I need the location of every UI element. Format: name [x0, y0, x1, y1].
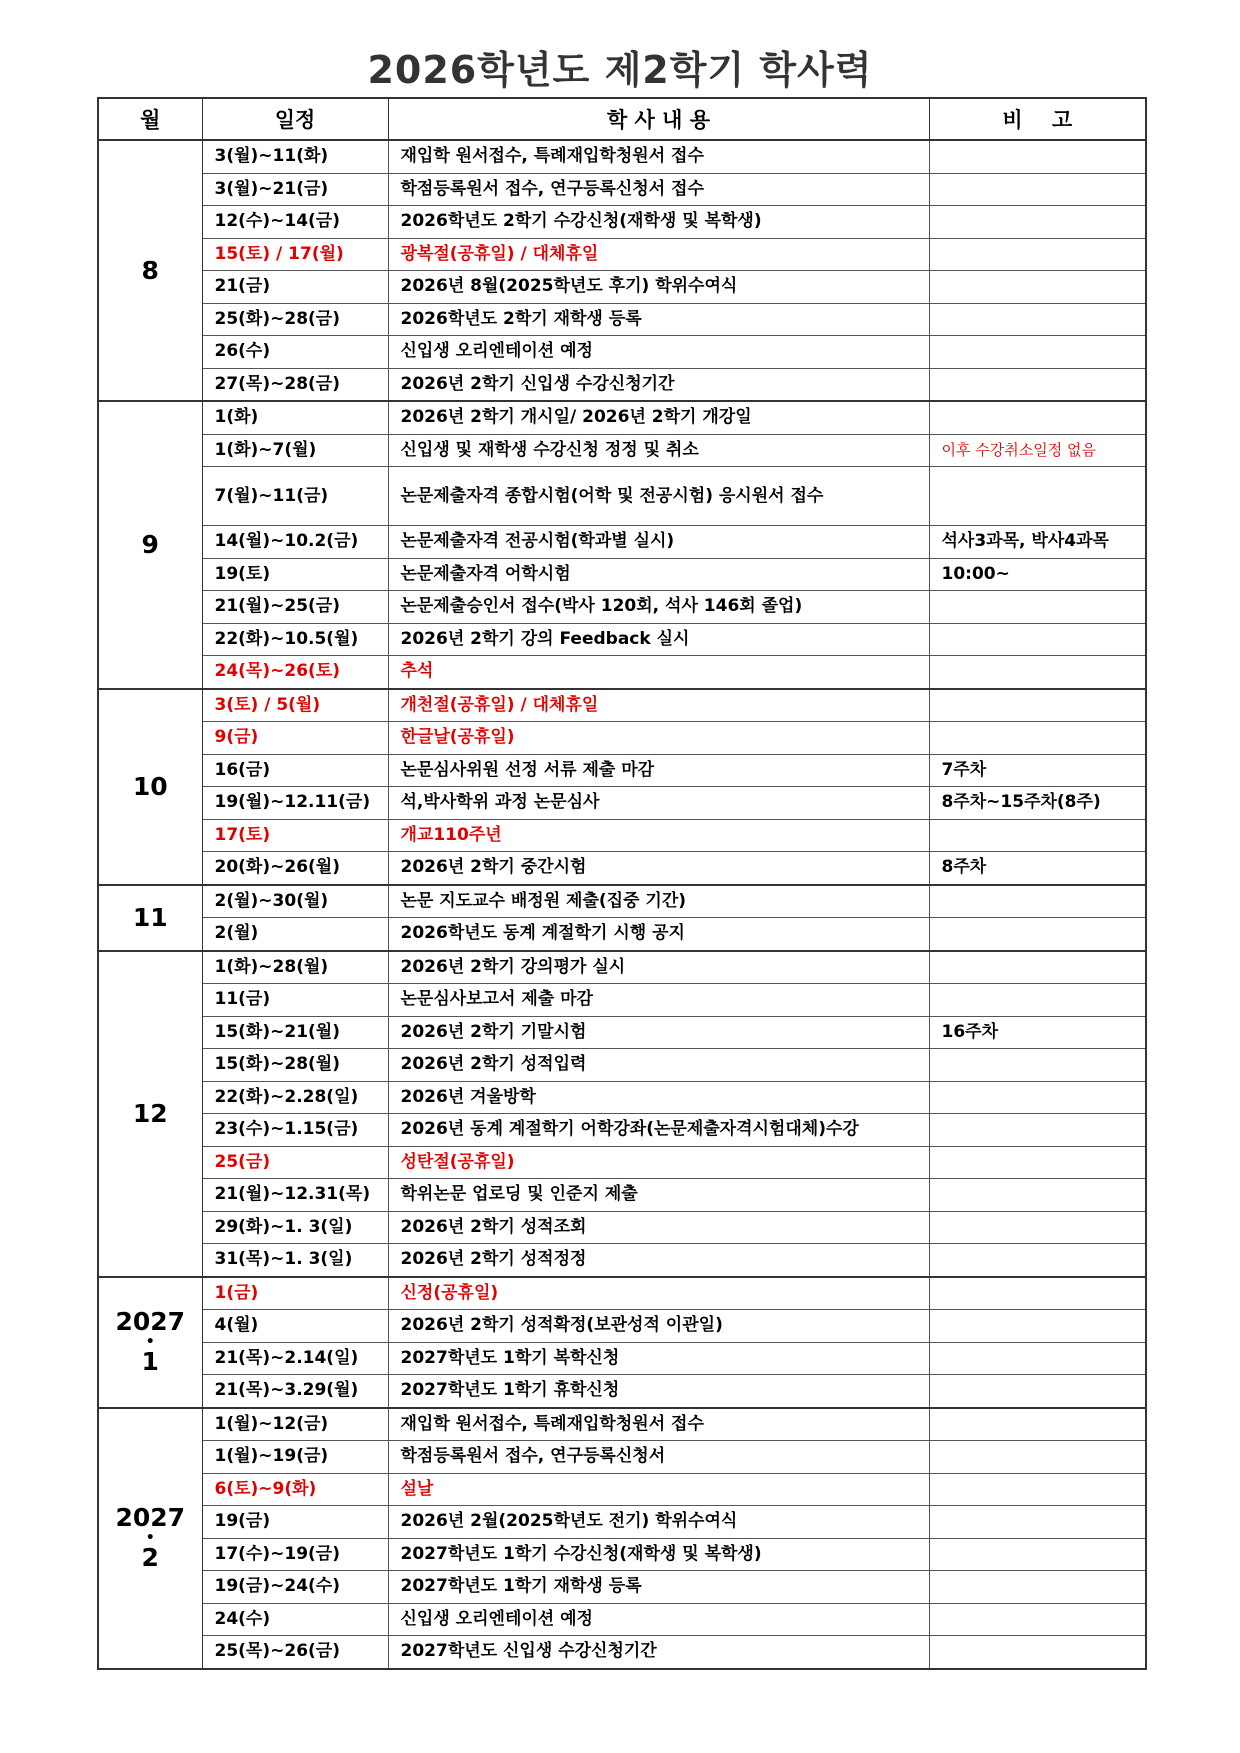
schedule-note: [929, 918, 1146, 951]
schedule-date: 25(목)~26(금): [202, 1636, 388, 1669]
schedule-note: 8주차: [929, 852, 1146, 885]
month-cell: [98, 401, 202, 689]
schedule-note: [929, 819, 1146, 852]
schedule-note: [929, 271, 1146, 304]
table-row: [98, 1310, 1146, 1343]
schedule-note: [929, 336, 1146, 369]
schedule-content: 2026학년도 2학기 수강신청(재학생 및 복학생): [388, 206, 929, 239]
schedule-date: 7(월)~11(금): [202, 467, 388, 526]
table-row: [98, 1408, 1146, 1441]
table-row: [98, 271, 1146, 304]
schedule-date: 25(금): [202, 1146, 388, 1179]
schedule-date: 1(화)~28(월): [202, 951, 388, 984]
month-cell: [98, 1277, 202, 1408]
calendar-body: [98, 140, 1146, 1669]
academic-calendar-table: [97, 97, 1147, 1670]
table-row: [98, 238, 1146, 271]
schedule-note: 10:00~: [929, 558, 1146, 591]
schedule-content: 2026년 2학기 성적조회: [388, 1211, 929, 1244]
table-row: [98, 1571, 1146, 1604]
schedule-content: 2026년 2학기 성적확정(보관성적 이관일): [388, 1310, 929, 1343]
schedule-date: 26(수): [202, 336, 388, 369]
table-row: [98, 206, 1146, 239]
table-row: [98, 1114, 1146, 1147]
schedule-date: 9(금): [202, 722, 388, 755]
table-row: [98, 918, 1146, 951]
schedule-content: 2027학년도 1학기 복학신청: [388, 1342, 929, 1375]
schedule-content: 설날: [388, 1473, 929, 1506]
header-content: 학 사 내 용: [388, 98, 929, 140]
schedule-content: 신입생 및 재학생 수강신청 정정 및 취소: [388, 434, 929, 467]
schedule-date: 23(수)~1.15(금): [202, 1114, 388, 1147]
table-row: [98, 1441, 1146, 1474]
schedule-content: 논문제출자격 전공시험(학과별 실시): [388, 526, 929, 559]
table-row: [98, 623, 1146, 656]
table-row: [98, 336, 1146, 369]
table-row: [98, 885, 1146, 918]
table-row: [98, 1211, 1146, 1244]
schedule-date: 19(금)~24(수): [202, 1571, 388, 1604]
month-cell: [98, 140, 202, 401]
schedule-date: 16(금): [202, 754, 388, 787]
table-row: [98, 558, 1146, 591]
schedule-date: 22(화)~2.28(일): [202, 1081, 388, 1114]
schedule-content: 논문심사보고서 제출 마감: [388, 984, 929, 1017]
schedule-note: [929, 303, 1146, 336]
schedule-note: 이후 수강취소일정 없음: [929, 434, 1146, 467]
table-row: [98, 1016, 1146, 1049]
schedule-note: [929, 1571, 1146, 1604]
schedule-content: 성탄절(공휴일): [388, 1146, 929, 1179]
schedule-note: [929, 1114, 1146, 1147]
schedule-content: 2026학년도 2학기 재학생 등록: [388, 303, 929, 336]
schedule-date: 17(수)~19(금): [202, 1538, 388, 1571]
schedule-date: 3(월)~11(화): [202, 140, 388, 173]
schedule-note: [929, 1538, 1146, 1571]
schedule-note: [929, 1636, 1146, 1669]
schedule-note: [929, 368, 1146, 401]
schedule-content: 논문심사위원 선정 서류 제출 마감: [388, 754, 929, 787]
schedule-content: 2027학년도 1학기 수강신청(재학생 및 복학생): [388, 1538, 929, 1571]
schedule-content: 논문 지도교수 배정원 제출(집중 기간): [388, 885, 929, 918]
schedule-date: 15(화)~21(월): [202, 1016, 388, 1049]
schedule-note: [929, 1049, 1146, 1082]
schedule-date: 17(토): [202, 819, 388, 852]
schedule-content: 재입학 원서접수, 특례재입학청원서 접수: [388, 1408, 929, 1441]
month-label: 12: [132, 1098, 168, 1128]
schedule-note: [929, 623, 1146, 656]
schedule-content: 재입학 원서접수, 특례재입학청원서 접수: [388, 140, 929, 173]
schedule-date: 19(토): [202, 558, 388, 591]
table-row: [98, 1146, 1146, 1179]
month-cell: [98, 951, 202, 1277]
month-label-line: 2027: [115, 1503, 186, 1532]
page-title: 2026학년도 제2학기 학사력: [367, 48, 873, 92]
table-row: [98, 689, 1146, 722]
month-label-line: •: [145, 1530, 155, 1546]
schedule-note: [929, 1408, 1146, 1441]
month-label: 8: [141, 255, 159, 285]
schedule-content: 2026년 겨울방학: [388, 1081, 929, 1114]
schedule-note: [929, 1244, 1146, 1277]
schedule-date: 21(목)~2.14(일): [202, 1342, 388, 1375]
schedule-content: 개교110주년: [388, 819, 929, 852]
schedule-content: 2027학년도 1학기 재학생 등록: [388, 1571, 929, 1604]
month-label: 9: [141, 529, 159, 559]
schedule-date: 11(금): [202, 984, 388, 1017]
table-row: [98, 591, 1146, 624]
schedule-note: [929, 885, 1146, 918]
month-cell: [98, 885, 202, 951]
schedule-note: [929, 206, 1146, 239]
schedule-date: 20(화)~26(월): [202, 852, 388, 885]
schedule-date: 24(목)~26(토): [202, 656, 388, 689]
table-row: [98, 526, 1146, 559]
schedule-date: 2(월): [202, 918, 388, 951]
schedule-date: 15(화)~28(월): [202, 1049, 388, 1082]
schedule-content: 논문제출자격 어학시험: [388, 558, 929, 591]
schedule-date: 1(금): [202, 1277, 388, 1310]
schedule-note: [929, 1506, 1146, 1539]
schedule-date: 21(월)~25(금): [202, 591, 388, 624]
table-row: [98, 984, 1146, 1017]
schedule-note: [929, 722, 1146, 755]
schedule-date: 25(화)~28(금): [202, 303, 388, 336]
table-row: [98, 722, 1146, 755]
schedule-date: 21(금): [202, 271, 388, 304]
table-row: [98, 852, 1146, 885]
table-row: [98, 1603, 1146, 1636]
header-note: 비 고: [929, 98, 1146, 140]
schedule-date: 1(월)~19(금): [202, 1441, 388, 1474]
month-label: 10: [132, 771, 168, 801]
month-label: 11: [132, 902, 168, 932]
table-row: [98, 951, 1146, 984]
schedule-note: 8주차~15주차(8주): [929, 787, 1146, 820]
table-row: [98, 368, 1146, 401]
schedule-content: 2027학년도 신입생 수강신청기간: [388, 1636, 929, 1669]
schedule-date: 3(월)~21(금): [202, 173, 388, 206]
schedule-date: 15(토) / 17(월): [202, 238, 388, 271]
schedule-note: [929, 1603, 1146, 1636]
table-row: [98, 819, 1146, 852]
schedule-content: 2026년 2학기 개시일/ 2026년 2학기 개강일: [388, 401, 929, 434]
schedule-date: 2(월)~30(월): [202, 885, 388, 918]
schedule-content: 석,박사학위 과정 논문심사: [388, 787, 929, 820]
header-month: 월: [98, 98, 202, 140]
schedule-date: 1(화): [202, 401, 388, 434]
month-label-line: 2: [141, 1543, 159, 1572]
schedule-content: 개천절(공휴일) / 대체휴일: [388, 689, 929, 722]
schedule-date: 19(월)~12.11(금): [202, 787, 388, 820]
schedule-content: 한글날(공휴일): [388, 722, 929, 755]
schedule-date: 19(금): [202, 1506, 388, 1539]
schedule-note: [929, 1441, 1146, 1474]
schedule-note: 석사3과목, 박사4과목: [929, 526, 1146, 559]
header-row: [98, 98, 1146, 140]
schedule-content: 2026년 2학기 신입생 수강신청기간: [388, 368, 929, 401]
table-row: [98, 303, 1146, 336]
schedule-content: 신정(공휴일): [388, 1277, 929, 1310]
table-row: [98, 173, 1146, 206]
schedule-content: 신입생 오리엔테이션 예정: [388, 1603, 929, 1636]
schedule-date: 3(토) / 5(월): [202, 689, 388, 722]
schedule-content: 신입생 오리엔테이션 예정: [388, 336, 929, 369]
table-row: [98, 140, 1146, 173]
schedule-content: 학점등록원서 접수, 연구등록신청서 접수: [388, 173, 929, 206]
table-row: [98, 401, 1146, 434]
month-label-line: •: [145, 1334, 155, 1350]
table-row: [98, 787, 1146, 820]
schedule-content: 2026년 2월(2025학년도 전기) 학위수여식: [388, 1506, 929, 1539]
schedule-date: 22(화)~10.5(월): [202, 623, 388, 656]
schedule-note: [929, 1179, 1146, 1212]
table-row: [98, 1081, 1146, 1114]
table-row: [98, 1636, 1146, 1669]
schedule-date: 1(월)~12(금): [202, 1408, 388, 1441]
schedule-date: 24(수): [202, 1603, 388, 1636]
table-row: [98, 1538, 1146, 1571]
schedule-note: [929, 238, 1146, 271]
schedule-content: 2026년 동계 계절학기 어학강좌(논문제출자격시험대체)수강: [388, 1114, 929, 1147]
schedule-date: 12(수)~14(금): [202, 206, 388, 239]
schedule-note: [929, 1342, 1146, 1375]
month-label-line: 1: [141, 1347, 159, 1376]
schedule-date: 14(월)~10.2(금): [202, 526, 388, 559]
schedule-date: 21(목)∼3.29(월): [202, 1375, 388, 1408]
schedule-content: 추석: [388, 656, 929, 689]
schedule-note: [929, 1473, 1146, 1506]
schedule-note: 16주차: [929, 1016, 1146, 1049]
schedule-content: 학점등록원서 접수, 연구등록신청서: [388, 1441, 929, 1474]
schedule-note: [929, 1211, 1146, 1244]
schedule-note: [929, 1081, 1146, 1114]
header-date: 일정: [202, 98, 388, 140]
schedule-date: 31(목)~1. 3(일): [202, 1244, 388, 1277]
table-row: [98, 1375, 1146, 1408]
schedule-date: 29(화)~1. 3(일): [202, 1211, 388, 1244]
table-row: [98, 1473, 1146, 1506]
table-row: [98, 1179, 1146, 1212]
schedule-note: [929, 984, 1146, 1017]
month-label-line: 2027: [115, 1307, 186, 1336]
schedule-date: 27(목)~28(금): [202, 368, 388, 401]
schedule-content: 2026년 2학기 성적정정: [388, 1244, 929, 1277]
schedule-date: 1(화)~7(월): [202, 434, 388, 467]
schedule-content: 2027학년도 1학기 휴학신청: [388, 1375, 929, 1408]
schedule-note: [929, 173, 1146, 206]
schedule-content: 2026년 2학기 중간시험: [388, 852, 929, 885]
schedule-note: [929, 689, 1146, 722]
schedule-note: [929, 140, 1146, 173]
table-row: [98, 1342, 1146, 1375]
schedule-content: 2026년 2학기 강의 Feedback 실시: [388, 623, 929, 656]
schedule-content: 논문제출자격 종합시험(어학 및 전공시험) 응시원서 접수: [388, 467, 929, 526]
table-row: [98, 434, 1146, 467]
schedule-note: [929, 401, 1146, 434]
schedule-note: [929, 1277, 1146, 1310]
table-row: [98, 1244, 1146, 1277]
schedule-note: [929, 1146, 1146, 1179]
schedule-content: 논문제출승인서 접수(박사 120회, 석사 146회 졸업): [388, 591, 929, 624]
table-row: [98, 1049, 1146, 1082]
schedule-note: [929, 1310, 1146, 1343]
month-cell: [98, 689, 202, 885]
schedule-note: [929, 951, 1146, 984]
schedule-note: [929, 467, 1146, 526]
table-row: [98, 1506, 1146, 1539]
schedule-content: 2026학년도 동계 계절학기 시행 공지: [388, 918, 929, 951]
month-cell: [98, 1408, 202, 1669]
schedule-note: [929, 1375, 1146, 1408]
schedule-content: 2026년 2학기 기말시험: [388, 1016, 929, 1049]
schedule-content: 광복절(공휴일) / 대체휴일: [388, 238, 929, 271]
table-row: [98, 467, 1146, 526]
schedule-content: 2026년 8월(2025학년도 후기) 학위수여식: [388, 271, 929, 304]
table-row: [98, 754, 1146, 787]
schedule-content: 2026년 2학기 강의평가 실시: [388, 951, 929, 984]
schedule-date: 6(토)~9(화): [202, 1473, 388, 1506]
table-row: [98, 1277, 1146, 1310]
schedule-content: 학위논문 업로딩 및 인준지 제출: [388, 1179, 929, 1212]
schedule-date: 21(월)~12.31(목): [202, 1179, 388, 1212]
schedule-note: 7주차: [929, 754, 1146, 787]
schedule-note: [929, 656, 1146, 689]
schedule-note: [929, 591, 1146, 624]
schedule-content: 2026년 2학기 성적입력: [388, 1049, 929, 1082]
schedule-date: 4(월): [202, 1310, 388, 1343]
table-row: [98, 656, 1146, 689]
